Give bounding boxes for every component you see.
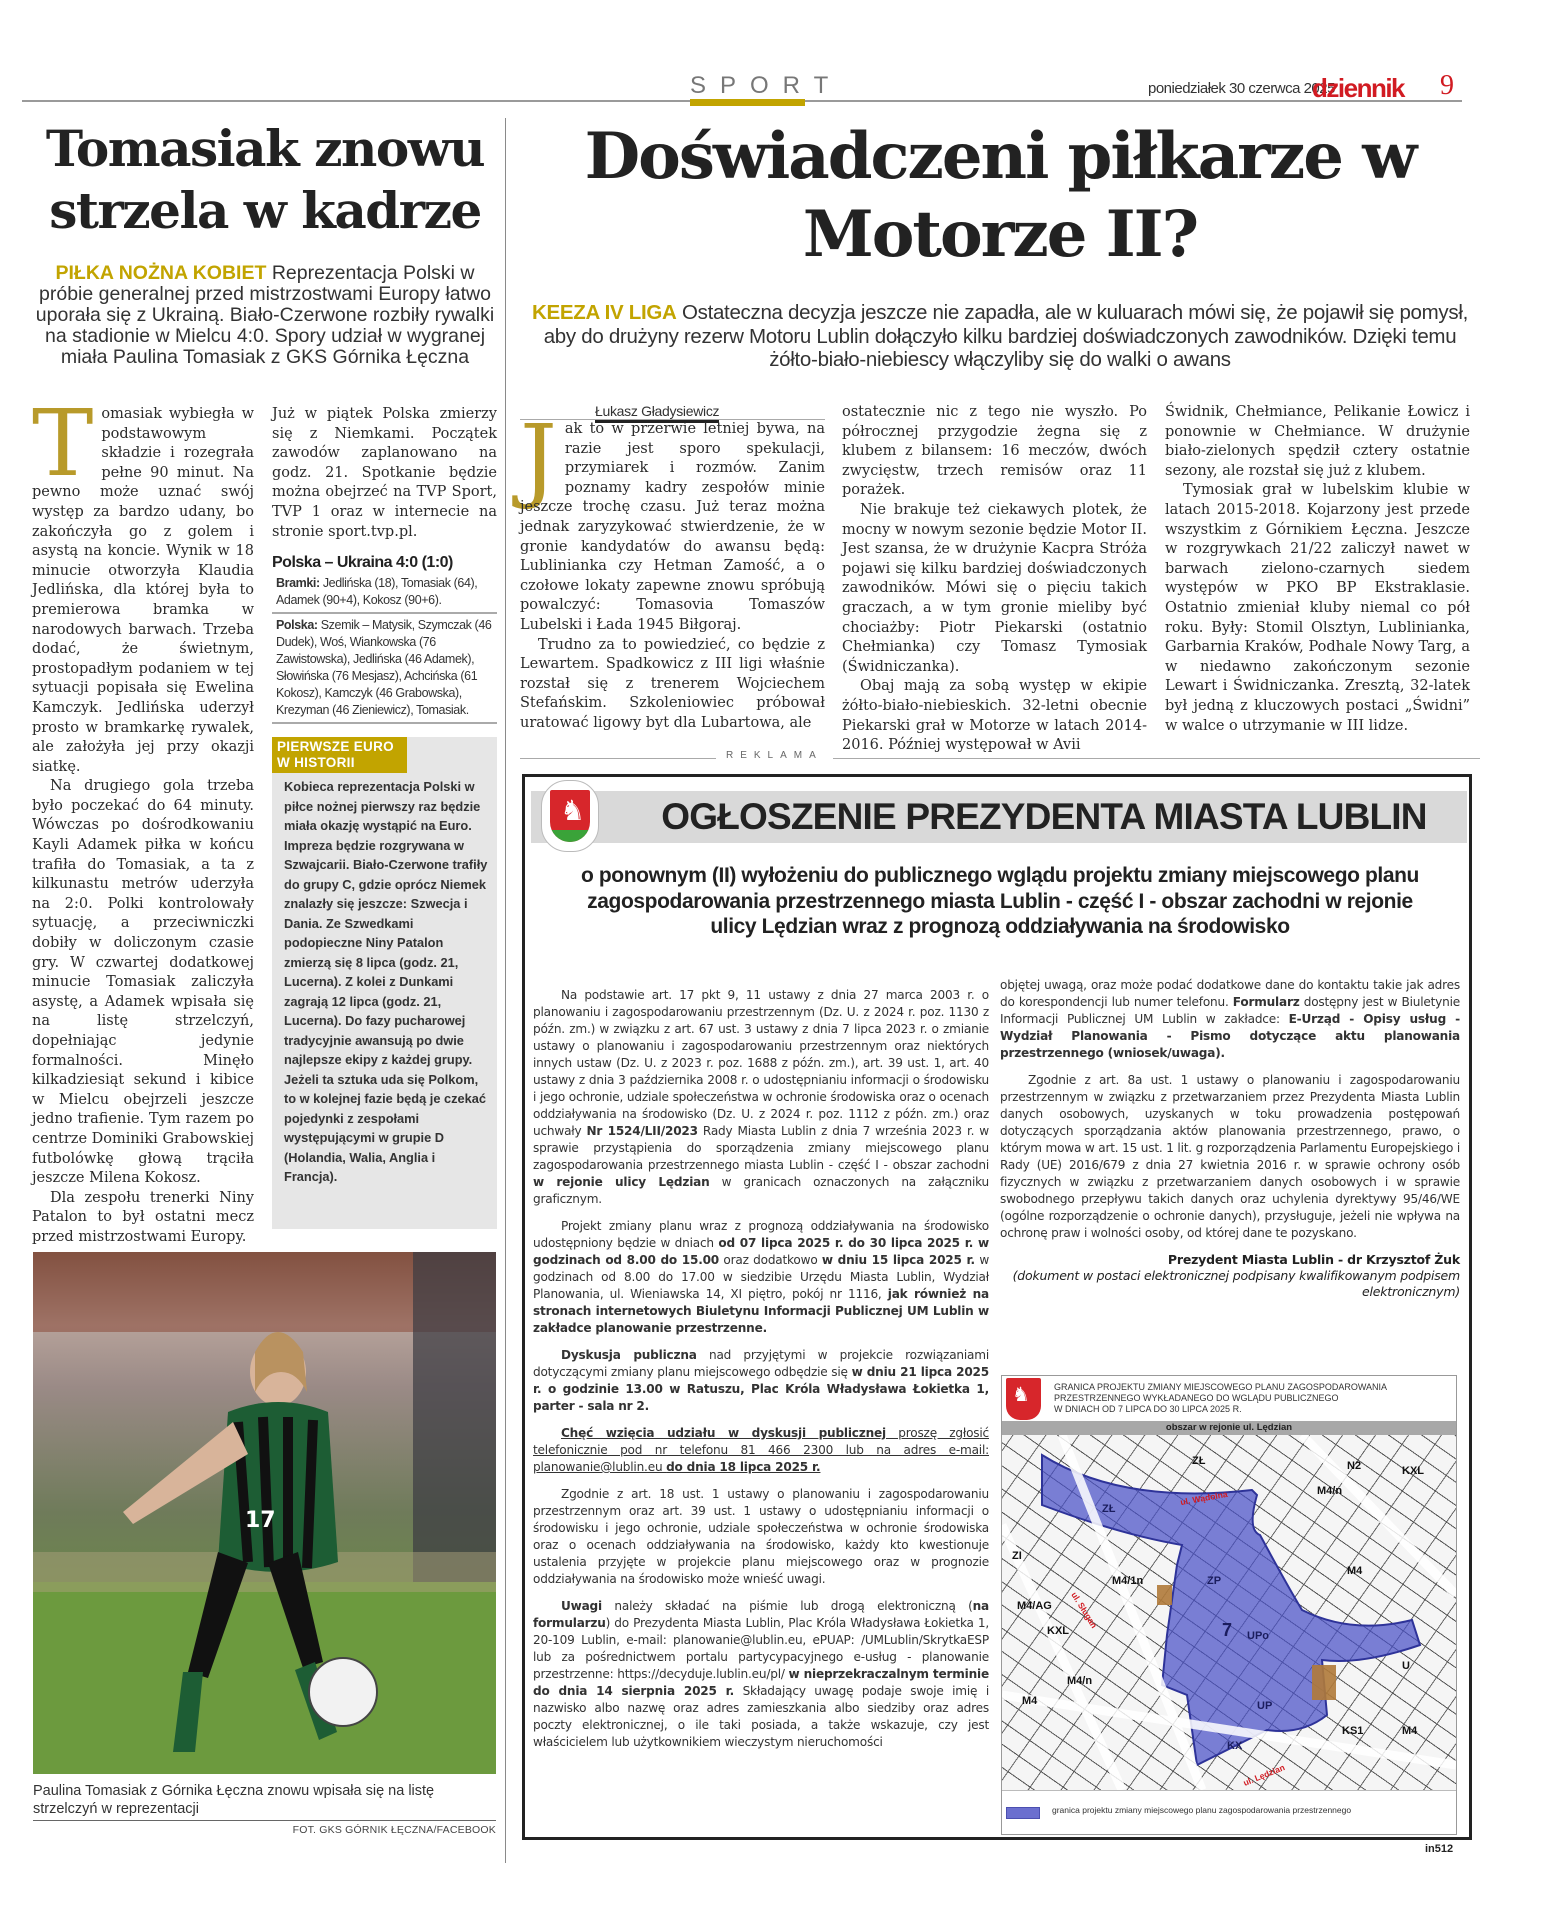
map-title: GRANICA PROJEKTU ZMIANY MIEJSCOWEGO PLANU ZAGOSPODAROWANIA PRZESTRZENNEGO WYKŁADANEGO DO WGLĄDU PUBLICZNEGO W DNIACH OD 7 LIPCA DO 30 LIPCA 2025 R. bbox=[1054, 1382, 1388, 1414]
zone-label: ZŁ bbox=[1102, 1503, 1116, 1515]
sidebar-heading: PIERWSZE EURO W HISTORII bbox=[272, 737, 407, 773]
paragraph: Tomasiak wybiegła w podstawowym składzie i rozegrała pełne 90 minut. Na pewno może uznać swój występ za bardzo udany, bo zakończyła go z golem i asystą na koncie. Wynik w 18 minucie otworzyła Klaudia Jedlińska, dla której była to premierowa bramka w narodowych barwach. Trzeba dodać, że świetnym, prostopadłym podaniem w tej sytuacji popisała się Ewelina Kamczyk. Jedlińska uderzył prosto w bramkarkę rywalek, ale założyła jej przy okazji siatkę. bbox=[32, 390, 254, 775]
paragraph: Na podstawie art. 17 pkt 9, 11 ustawy z dnia 27 marca 2003 r. o planowaniu i zagospodarowaniu przestrzennym (Dz. U. z 2024 r. poz. 1130 z późn. zm.) w związku z art. 67 ust. 3 ustawy z dnia 7 lipca 2023 r. o zmianie ustawy o planowaniu i zagospodarowaniu przestrzennym oraz niektórych innych ustaw (Dz. U. z 2023 r. poz. 1688 z późn. zm.), art. 39 ust. 1, art. 40 ustawy z dnia 3 października 2008 r. o udostępnianiu informacji o środowisku i jego ochronie, udziale społeczeństwa w ochronie środowiska oraz o ocenach oddziaływania na środowisko (Dz. U. z 2024 r. poz. 1112 z późn. zm.) oraz uchwały Nr 1524/LII/2023 Rady Miasta Lublin z dnia 7 września 2023 r. w sprawie przystąpienia do sporządzenia zmiany miejscowego planu zagospodarowania przestrzennego miasta Lublin - część I - obszar zachodni w rejonie ulicy Lędzian w granicach oznaczonych na załączniku graficznym. bbox=[533, 988, 990, 1206]
issue-date: poniedziałek 30 czerwca 2025 bbox=[1148, 80, 1335, 97]
announcement-header bbox=[531, 791, 1467, 843]
advert-code: in512 bbox=[1425, 1843, 1454, 1855]
zone-label: KXL bbox=[1402, 1465, 1424, 1477]
photo-credit: FOT. GKS GÓRNIK ŁĘCZNA/FACEBOOK bbox=[292, 1824, 496, 1836]
dropcap: T bbox=[32, 390, 94, 497]
zone-label: ZI bbox=[1012, 1550, 1022, 1562]
zone-label: M4/1n bbox=[1112, 1575, 1144, 1587]
paragraph: Na drugiego gola trzeba było poczekać do 64 minuty. Wówczas po dośrodkowaniu Kayli Adamek piłka w końcu trafiła do Tomasiak, a ta z kilkunastu metrów uderzyła na 2:0. Polki kontrolowały sytuację, a przeciwniczki dobiły w doliczonym czasie gry. W czwartej dodatkowej minucie Tomasiak zaliczyła asystę, a Adamek wpisała się na listę strzelczyń, dopełniając jedynie formalności. Minęło kilkadziesiąt sekund i kibice w Mielcu obejrzeli jeszcze jedno trafienie. Tym razem po centrze Dominiki Grabowskiej futbolówkę głową trąciła jeszcze Milena Kokosz. bbox=[32, 778, 254, 1187]
legend-text: granica projektu zmiany miejscowego planu zagospodarowania przestrzennego bbox=[1052, 1805, 1352, 1815]
page-number: 9 bbox=[1440, 70, 1454, 101]
section-label: SPORT bbox=[690, 72, 843, 99]
plan-boundary-shape bbox=[1002, 1435, 1456, 1790]
zone-label: UP bbox=[1257, 1700, 1273, 1712]
newspaper-logo: dziennik bbox=[1312, 73, 1405, 103]
right-article-title: Doświadczeni piłkarze w Motorze II? bbox=[584, 119, 1416, 272]
photo-caption: Paulina Tomasiak z Górnika Łęczna znowu wpisała się na listę strzelczyń w reprezentacji bbox=[33, 1782, 496, 1821]
right-article-lead bbox=[520, 301, 1480, 372]
column-divider bbox=[505, 118, 506, 1863]
zone-label: M4/AG bbox=[1017, 1600, 1052, 1612]
paragraph: Dla zespołu trenerki Niny Patalon to był ostatni mecz przed mistrzostwami Europy. bbox=[32, 1189, 254, 1245]
map-legend bbox=[1002, 1790, 1456, 1834]
announcement-title: OGŁOSZENIE PREZYDENTA MIASTA LUBLIN bbox=[661, 796, 1427, 837]
left-article-lead-text: Reprezentacja Polski w próbie generalnej przed mistrzostwami Europy łatwo uporała się z Ukrainą. Biało-Czerwone rozbiły rywalki na stadionie w Mielcu 4:0. Spory udział w wygranej miała Paulina Tomasiak z GKS Górnika Łęczna bbox=[35, 262, 495, 368]
zone-label: M4/n bbox=[1317, 1485, 1343, 1497]
paragraph: Projekt zmiany planu wraz z prognozą oddziaływania na środowisko udostępniony będzie w dniach od 07 lipca 2025 r. do 30 lipca 2025 r. w godzinach od 8.00 do 15.00 oraz dodatkowo w dniu 15 lipca 2025 r. w godzinach od 8.00 do 17.00 w siedzibie Urzędu Miasta Lublin, Wydział Planowania, ul. Wieniawska 14, XI piętro, pokój nr 1116, jak również na stronach internetowych Biuletynu Informacji Publicznej UM Lublin w zakładce planowanie przestrzenne. bbox=[533, 1219, 990, 1335]
announcement-subtitle: o ponownym (II) wyłożeniu do publicznego wglądu projektu zmiany miejscowego planu zagospodarowania przestrzennego miasta Lublin - część I - obszar zachodni w rejonie ulicy Lędzian wraz z prognozą oddziaływania na środowisko bbox=[581, 864, 1419, 938]
paragraph: Zgodnie z art. 18 ust. 1 ustawy o planowaniu i zagospodarowaniu przestrzennym oraz art. 39 ust. 1 ustawy o udostępnianiu informacji o środowisku i jego ochronie, udziale społeczeństwa w ochronie środowiska oraz o ocenach oddziaływania na środowisko, każdy kto kwestionuje ustalenia przyjęte w projekcie planu miejscowego oraz w prognozie oddziaływania na środowisko może wnieść uwagi. bbox=[533, 1487, 989, 1586]
right-article-lead-text: Ostateczna decyzja jeszcze nie zapadła, ale w kuluarach mówi się, że pojawił się pomysł, aby do drużyny rezerw Motoru Lublin dołączyło kilku bardziej doświadczonych zawodników. Dzięki temu żółto-biało-niebiescy włączyliby się do walki o awans bbox=[543, 301, 1468, 371]
zone-label: ZŁ bbox=[1192, 1455, 1206, 1467]
street-label: ul. Lędzian bbox=[1241, 1762, 1287, 1788]
zone-label: M4 bbox=[1402, 1725, 1418, 1737]
paragraph: Tymosiak grał w lubelskim klubie w latach 2015-2018. Kojarzony jest przede wszystkim z Górnikiem Łęczna. Jeszcze w rozgrywkach 21/22 zaliczył nawet w barwach zielono-czarnych siedem występów w PKO BP Ekstraklasie. Ostatnio zmieniał kluby niemal co pół roku. Były: Stomil Olsztyn, Lublinianka, Garbarnia Kraków, Podhale Nowy Targ, a w niedawno zakończonym sezonie Lewart i Świdniczanka. Zresztą, 32-latek był jedną z kluczowych postaci „Świdni” w walce o utrzymanie w III lidze. bbox=[1165, 482, 1470, 734]
announcement-column-1 bbox=[533, 987, 989, 1761]
zone-label: M4 bbox=[1347, 1565, 1363, 1577]
lublin-crest-icon: ♞ bbox=[1006, 1378, 1041, 1420]
zone-label: KX bbox=[1227, 1740, 1243, 1752]
zone-label: M4/n bbox=[1067, 1675, 1093, 1687]
paragraph-registration: Chęć wzięcia udziału w dyskusji publicznej proszę zgłosić telefonicznie pod nr telefonu 81 466 2300 lub na adres e-mail: planowanie@lublin.eu do dnia 18 lipca 2025 r. bbox=[533, 1426, 990, 1474]
map-header bbox=[1002, 1376, 1456, 1421]
dropcap: J bbox=[520, 405, 557, 512]
map-area-label: obszar w rejonie ul. Lędzian bbox=[1002, 1421, 1456, 1435]
left-article-lead bbox=[34, 263, 496, 368]
paragraph: Zgodnie z art. 8a ust. 1 ustawy o planowaniu i zagospodarowaniu przestrzennym w związku z przetwarzaniem przez Prezydenta Miasta Lublin danych osobowych, uzyskanych w toku prowadzenia postępowań dotyczących sporządzania aktów planowania przestrzennego, prawo, o którym mowa w art. 15 ust. 1 lit. g rozporządzenia Parlamentu Europejskiego i Rady (UE) 2016/679 z dnia 27 kwietnia 2016 r. w sprawie ochrony osób fizycznych w związku z przetwarzaniem danych osobowych i w sprawie swobodnego przepływu takich danych oraz uchylenia dyrektywy 95/46/WE (ogólne rozporządzenie o ochronie danych), przysługuje, jeżeli nie wpływa na ochronę praw i wolności osoby, od której dane te pozyskano. bbox=[1000, 1073, 1460, 1240]
announcement-column-2 bbox=[1000, 977, 1460, 1300]
match-goals: Bramki: Jedlińska (18), Tomasiak (64), Adamek (90+4), Kokosz (90+6). bbox=[272, 572, 497, 614]
svg-text:17: 17 bbox=[245, 1508, 276, 1533]
zone-label: UPo bbox=[1247, 1630, 1269, 1642]
paragraph: Świdnik, Chełmiance, Pelikanie Łowicz i ponownie w Chełmiance. W drużynie biało-zielonych spędził cztery ostatnie sezony, ale rozstał się już z klubem. bbox=[1165, 404, 1470, 479]
paragraph: Dyskusja publiczna nad przyjętymi w projekcie rozwiązaniami dotyczącymi zmiany planu miejscowego odbędzie się w dniu 21 lipca 2025 r. o godzinie 13.00 w Ratuszu, Plac Króla Władysława Łokietka 1, parter - sala nr 2. bbox=[533, 1348, 989, 1413]
paragraph: Już w piątek Polska zmierzy się z Niemkami. Początek zawodów zaplanowano na godz. 21. Spotkanie będzie można obejrzeć na TVP Sport, TVP 1 oraz w internecie na stronie sport.tvp.pl. bbox=[272, 406, 497, 540]
left-article-column-2 bbox=[272, 405, 497, 724]
lublin-crest-icon: ♞ bbox=[541, 780, 599, 852]
zone-label: ZP bbox=[1207, 1575, 1222, 1587]
paragraph: Uwagi należy składać na piśmie lub drogą elektroniczną (na formularzu) do Prezydenta Miasta Lublin, Plac Króla Władysława Łokietka 1, 20-109 Lublin, e-mail: planowanie@lublin.eu, ePUAP: /UMLublin/SkrytkaESP lub za pośrednictwem portalu partycypacyjnego e-usług - planowanie przestrzenne: https://decyduje.lublin.eu/pl/ w nieprzekraczalnym terminie do dnia 14 sierpnia 2025 r. Składający uwagę podaje swoje imię i nazwisko albo nazwę oraz adres zamieszkania albo siedziby oraz adres poczty elektronicznej, o ile taki posiada, a także wskazuje, czy jest właścicielem lub użytkownikiem wieczystym nieruchomości bbox=[533, 1599, 989, 1749]
signature: Prezydent Miasta Lublin - dr Krzysztof Żuk (dokument w postaci elektronicznej podpisany kwalifikowanym podpisem elektronicznym) bbox=[1012, 1252, 1460, 1299]
football-player-illustration bbox=[33, 1252, 496, 1774]
zone-label: N2 bbox=[1347, 1460, 1362, 1472]
match-lineup: Polska: Szemik – Matysik, Szymczak (46 Dudek), Woś, Wiankowska (76 Zawistowska), Jedlińska (46 Adamek), Słowińska (76 Mesjasz), Achcińska (61 Kokosz), Kamczyk (46 Grabowska), Krezyman (46 Zieniewicz), Tomasiak. bbox=[272, 614, 497, 724]
zone-label: KS1 bbox=[1342, 1725, 1364, 1737]
match-score-title: Polska – Ukraina 4:0 (1:0) bbox=[272, 554, 453, 572]
zone-label: KXL bbox=[1047, 1625, 1069, 1637]
paragraph: Obaj mają za sobą występ w ekipie żółto-biało-niebieskich. 32-letni obecnie Piekarski grał w Motorze w latach 2014-2016. Później występował w Avii bbox=[842, 678, 1147, 754]
sidebar-text: Kobieca reprezentacja Polski w piłce nożnej pierwszy raz będzie miała okazję wystąpić na Euro. Impreza będzie rozgrywana w Szwajcarii. Biało-Czerwone trafiły do grupy C, gdzie oprócz Niemek znalazły się jeszcze: Szwecja i Dania. Ze Szwedkami podopieczne Niny Patalon zmierzą się 8 lipca (godz. 21, Lucerna). Z kolei z Dunkami zagrają 12 lipca (godz. 21, Lucerna). Do fazy pucharowej tradycyjnie awansują po dwie najlepsze ekipy z każdej grupy. Jeżeli ta sztuka uda się Polkom, to w kolejnej fazie będą je czekać pojedynki z zespołami występującymi w grupie D (Holandia, Walia, Anglia i Francja). bbox=[284, 779, 488, 1184]
left-article-title: Tomasiak znowu strzela w kadrze bbox=[45, 119, 485, 240]
right-article-kicker: KEEZA IV LIGA bbox=[532, 301, 677, 324]
city-announcement-advert bbox=[522, 774, 1472, 1840]
paragraph: objętej uwagą, oraz może podać dodatkowe dane do kontaktu takie jak adres do korespondencji lub numer telefonu. Formularz dostępny jest w Biuletynie Informacji Publicznej UM Lublin w zakładce: E-Urząd - Opisy usług - Wydział Planowania - Pismo dotyczące aktu planowania przestrzennego (wniosek/uwaga). bbox=[1000, 978, 1460, 1060]
section-accent-bar bbox=[690, 99, 805, 106]
paragraph: Nie brakuje też ciekawych plotek, że mocny w nowym sezonie będzie Motor II. Jest szansa, że w drużynie Kacpra Stróża pojawi się kilku bardziej doświadczonych zawodników. Mówi się o pięciu takich graczach, a w tym gronie mieliby być chociażby: Piotr Piekarski (ostatnio Chełmianka) czy Tomasz Tymosiak (Świdniczanka). bbox=[842, 501, 1147, 675]
right-article-column-2 bbox=[842, 403, 1147, 756]
zone-label: U bbox=[1402, 1660, 1410, 1672]
right-article-column-3 bbox=[1165, 403, 1470, 736]
player-photo bbox=[33, 1252, 496, 1774]
map-plan bbox=[1002, 1435, 1456, 1790]
paragraph: Trudno za to powiedzieć, co będzie z Lewartem. Spadkowicz z III ligi właśnie rozstał się z trenerem Wojciechem Stefańskim. Szkoleniowiec próbował uratować ligowy byt dla Lubartowa, ale bbox=[520, 636, 825, 731]
sidebar-box bbox=[272, 737, 497, 1229]
street-label: ul. Wądolna bbox=[1179, 1488, 1229, 1508]
street-label: ul. Sługan bbox=[1069, 1590, 1100, 1630]
byline: Łukasz Gładysiewicz bbox=[595, 403, 719, 423]
advert-label: REKLAMA bbox=[716, 750, 833, 761]
left-article-kicker: PIŁKA NOŻNA KOBIET bbox=[55, 262, 267, 284]
legend-swatch bbox=[1006, 1807, 1040, 1819]
left-article-column-1 bbox=[32, 390, 254, 1248]
zone-label: 7 bbox=[1222, 1620, 1233, 1640]
paragraph: ostatecznie nic z tego nie wyszło. Po półrocznej przygodzie żegna się z klubem z bilansem: 16 meczów, dwóch zwycięstw, trzech remisów oraz 11 porażek. bbox=[842, 404, 1147, 499]
signature-note: (dokument w postaci elektronicznej podpisany kwalifikowanym podpisem elektronicznym) bbox=[1012, 1268, 1460, 1299]
advert-divider bbox=[520, 758, 1480, 759]
zoning-map bbox=[1001, 1375, 1457, 1835]
zone-label: M4 bbox=[1022, 1695, 1038, 1707]
paragraph: Jak to w przerwie letniej bywa, na razie jest sporo spekulacji, przymiarek i rozmów. Zanim poznamy kadry zespołów minie jeszcze trochę czasu. Już teraz można jednak zaryzykować stwierdzenie, że w gronie kandydatów do awansu będą: Lublinianka czy Hetman Zamość, a o czołowe lokaty zapewne znowu spróbują powalczyć: Tomasovia Tomaszów Lubelski i Łada 1945 Biłgoraj. bbox=[520, 405, 825, 633]
